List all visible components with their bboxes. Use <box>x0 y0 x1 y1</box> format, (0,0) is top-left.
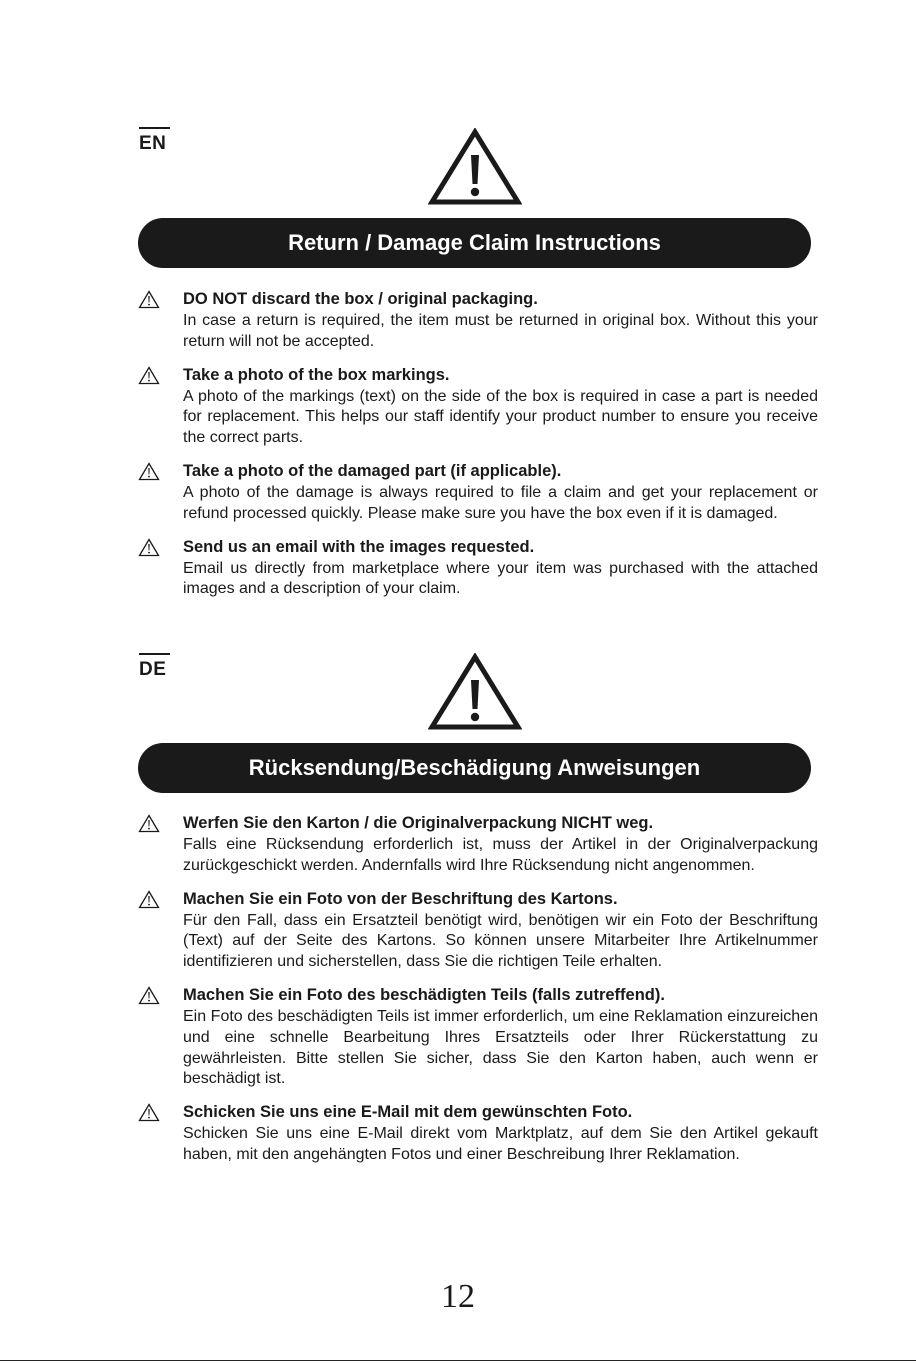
instruction-heading: Send us an email with the images requested. <box>183 537 535 556</box>
instruction-list-en <box>138 287 818 610</box>
instruction-body: Für den Fall, dass ein Ersatzteil benötigt wird, benötigen wir ein Foto der Beschriftung (Text) auf der Seite des Kartons. So können unsere Mitarbeiter Ihre Artikelnummer identifizieren und sicherstellen, dass Sie die richtigen Teile erhalten. <box>183 911 818 971</box>
instruction-heading: Take a photo of the box markings. <box>183 365 450 384</box>
warning-small-icon <box>138 366 160 385</box>
instruction-item <box>138 811 818 877</box>
warning-small-icon <box>138 890 160 909</box>
language-label-de: DE <box>139 653 170 681</box>
warning-small-icon <box>138 538 160 557</box>
instruction-heading: Machen Sie ein Foto von der Beschriftung des Kartons. <box>183 889 618 908</box>
language-label-en: EN <box>139 127 170 155</box>
instruction-heading: Schicken Sie uns eine E-Mail mit dem gewünschten Foto. <box>183 1103 633 1122</box>
page-number: 12 <box>441 1278 475 1315</box>
warning-triangle-icon <box>428 128 522 206</box>
warning-triangle-icon <box>428 653 522 731</box>
instruction-item <box>138 1100 818 1166</box>
section-title-banner: Rücksendung/Beschädigung Anweisungen <box>138 743 811 793</box>
warning-small-icon <box>138 986 160 1005</box>
section-title-banner: Return / Damage Claim Instructions <box>138 218 811 268</box>
warning-small-icon <box>138 814 160 833</box>
instruction-body: Schicken Sie uns eine E-Mail direkt vom Marktplatz, auf dem Sie den Artikel gekauft haben, mit den angehängten Fotos und einer Beschreibung Ihrer Reklamation. <box>183 1125 818 1163</box>
instruction-body: A photo of the damage is always required to file a claim and get your replacement or refund processed quickly. Please make sure you have the box even if it is damaged. <box>183 483 818 522</box>
instruction-item <box>138 535 818 601</box>
instruction-body: Falls eine Rücksendung erforderlich ist, muss der Artikel in der Originalverpackung zurückgeschickt werden. Andernfalls wird Ihre Rücksendung nicht angenommen. <box>183 836 818 874</box>
instruction-body: A photo of the markings (text) on the side of the box is required in case a part is needed for replacement. This helps our staff identify your product number to ensure you receive the correct parts. <box>183 387 818 447</box>
bottom-rule <box>0 1360 916 1361</box>
instruction-body: Ein Foto des beschädigten Teils ist immer erforderlich, um eine Reklamation einzureichen und eine schnelle Bearbeitung Ihres Ersatzteils oder Ihrer Rückerstattung zu gewährleisten. Bitte stellen Sie sicher, dass Sie den Karton haben, auch wenn er beschädigt ist. <box>183 1007 818 1088</box>
instruction-body: Email us directly from marketplace where your item was purchased with the attached images and a description of your claim. <box>183 559 818 598</box>
instruction-heading: Werfen Sie den Karton / die Originalverpackung NICHT weg. <box>183 814 654 832</box>
instruction-item <box>138 983 818 1090</box>
instruction-list-de <box>138 811 818 1176</box>
instruction-item <box>138 459 818 525</box>
instruction-heading: Take a photo of the damaged part (if applicable). <box>183 461 562 480</box>
warning-small-icon <box>138 462 160 481</box>
instruction-heading: DO NOT discard the box / original packaging. <box>183 290 538 308</box>
instruction-item <box>138 287 818 353</box>
warning-small-icon <box>138 1103 160 1122</box>
instruction-heading: Machen Sie ein Foto des beschädigten Teils (falls zutreffend). <box>183 985 665 1004</box>
instruction-body: In case a return is required, the item must be returned in original box. Without this your return will not be accepted. <box>183 312 818 350</box>
warning-small-icon <box>138 290 160 309</box>
instruction-item <box>138 363 818 449</box>
instruction-item <box>138 887 818 973</box>
